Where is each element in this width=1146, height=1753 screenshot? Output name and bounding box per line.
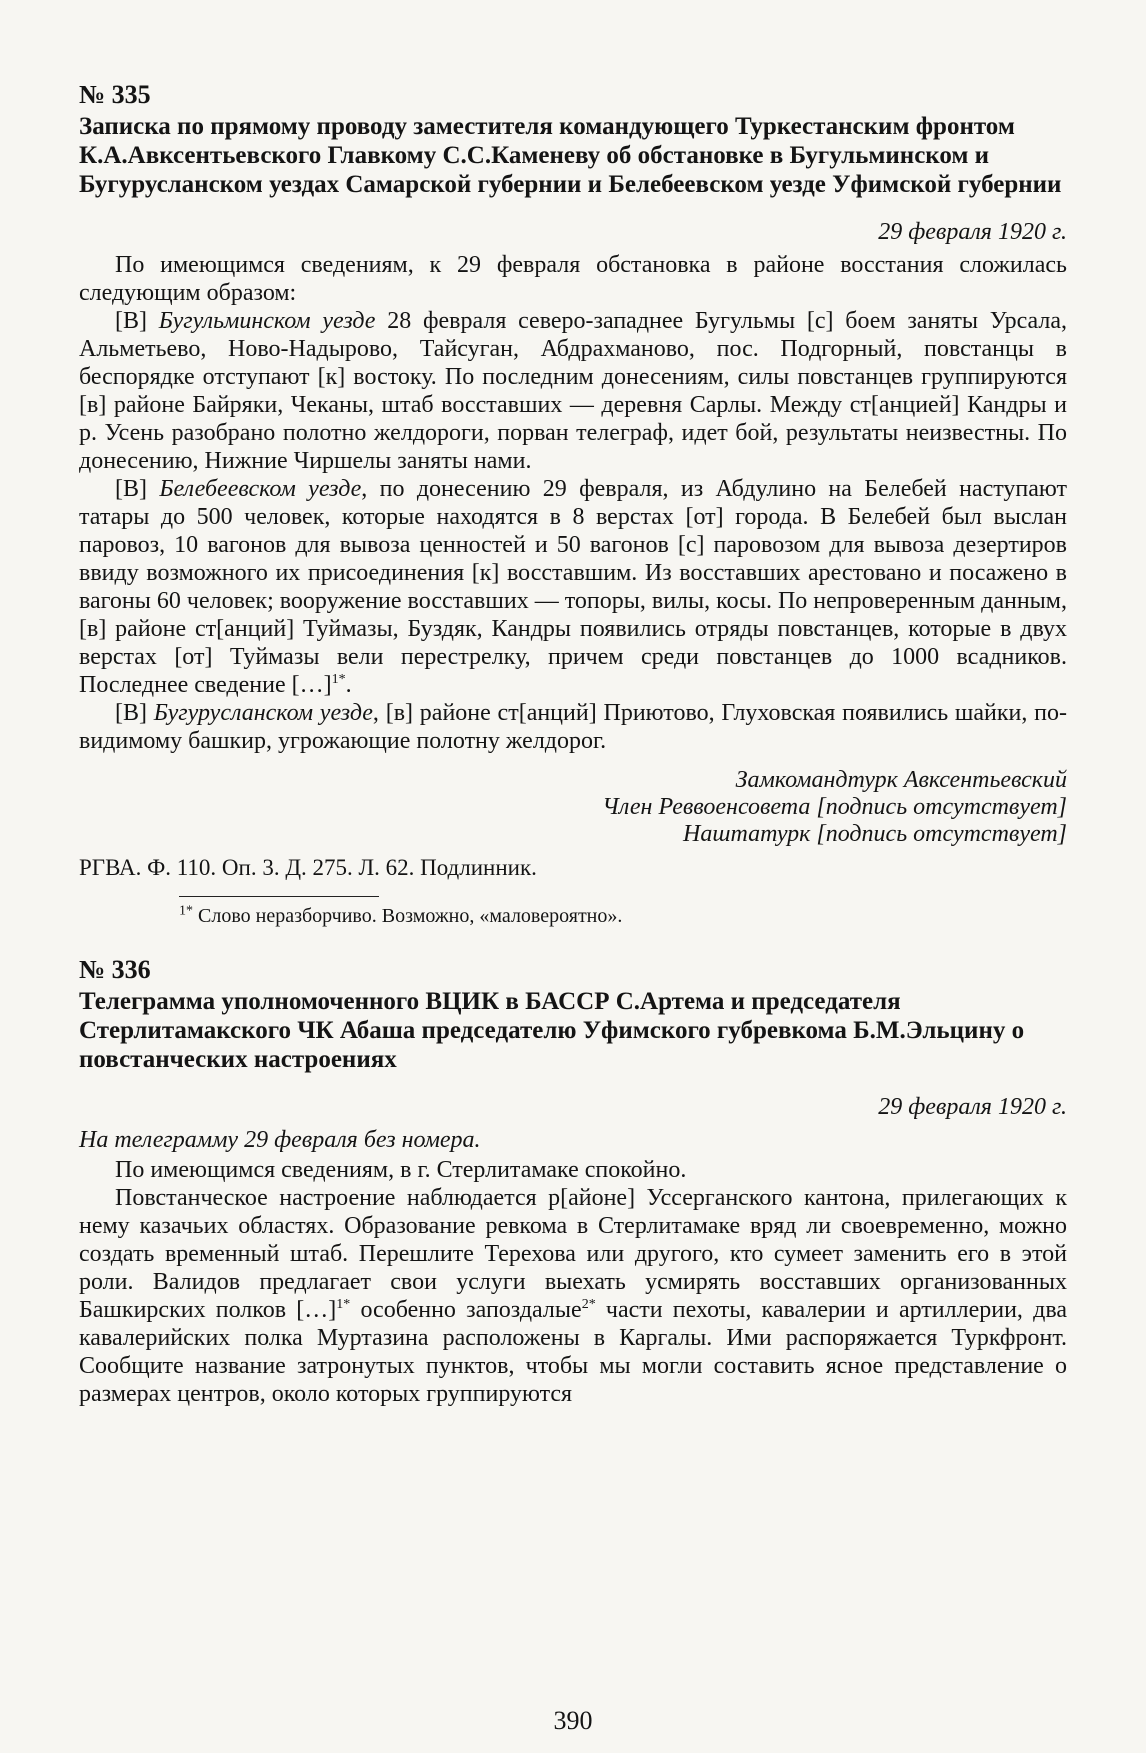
- paragraph: [79, 1156, 1067, 1184]
- paragraph-text: Повстанческое настроение наблюдается р[айоне] Уссерганского кантона, прилегающих к нему казачьих областях. Образование ревкома в Стерлитамаке вряд ли своевременно, можно создать временный штаб. Перешлите Терехова или другого, кто сумеет заменить его в этой роли. Валидов предлагает свои услуги выехать усмирять восставших организованных Башкирских полков […]: [79, 1185, 1067, 1323]
- district-name: Белебеевском уезде: [159, 476, 362, 502]
- paragraph-text: [В]: [115, 476, 160, 502]
- signature-line: Член Реввоенсовета [подпись отсутствует]: [602, 794, 1067, 820]
- page-number: 390: [553, 1706, 593, 1735]
- footnote-ref: 1*: [336, 1297, 351, 1312]
- archive-source: РГВА. Ф. 110. Оп. 3. Д. 275. Л. 62. Подлинник.: [79, 855, 537, 880]
- page-content: [79, 80, 1067, 1408]
- document-title: Записка по прямому проводу заместителя командующего Туркестанским фронтом К.А.Авксентьевского Главкому С.С.Каменеву об обстановке в Бугульминском и Бугурусланском уездах Самарской губернии и Белебеевском уезде Уфимской губернии: [79, 113, 1062, 198]
- paragraph: [79, 307, 1067, 475]
- signature-line: Замкомандтурк Авксентьевский: [735, 767, 1067, 793]
- paragraph: [79, 251, 1067, 307]
- paragraph: [79, 475, 1067, 699]
- paragraph-text: По имеющимся сведениям, в г. Стерлитамаке спокойно.: [115, 1157, 687, 1183]
- document-note: На телеграмму 29 февраля без номера.: [79, 1127, 481, 1153]
- paragraph-text: , по донесению 29 февраля, из Абдулино на Белебей наступают татары до 500 человек, которые находятся в 8 верстах [от] города. В Белебей был выслан паровоз, 10 вагонов для вывоза ценностей и 50 вагонов [с] паровозом для вывоза дезертиров ввиду возможного их присоединения [к] восставшим. Из восставших арестовано и посажено в вагоны 60 человек; вооружение восставших — топоры, вилы, косы. По непроверенным данным, [в] районе ст[анций] Туймазы, Буздяк, Кандры появились отряды повстанцев, которые в двух верстах [от] Туймазы вели перестрелку, причем среди повстанцев до 1000 всадников. Последнее сведение […]: [79, 476, 1068, 698]
- paragraph-text: [В]: [115, 308, 159, 334]
- paragraph-text: особенно запоздалые: [350, 1297, 582, 1323]
- document-date: 29 февраля 1920 г.: [878, 219, 1067, 245]
- footnote-ref: 1*: [331, 672, 346, 687]
- document-336: [79, 955, 1067, 1408]
- paragraph-text: 28 февраля северо-западнее Бугульмы [с] боем заняты Урсала, Альметьево, Ново-Надырово, Тайсуган, Абдрахманово, пос. Подгорный, повстанцы в беспорядке отступают [к] востоку. По последним донесениям, силы повстанцев группируются [в] районе Байряки, Чеканы, штаб восставших — деревня Сарлы. Между ст[анцией] Кандры и р. Усень разобрано полотно желдороги, порван телеграф, идет бой, результаты неизвестны. По донесению, Нижние Чиршелы заняты нами.: [79, 308, 1068, 474]
- district-name: Бугульминском уезде: [158, 308, 376, 334]
- paragraph-text: По имеющимся сведениям, к 29 февраля обстановка в районе восстания сложилась следующим образом:: [79, 252, 1067, 306]
- paragraph-text: части пехоты, кавалерии и артиллерии, два кавалерийских полка Муртазина расположены в Каргалы. Ими распоряжается Туркфронт. Сообщите название затронутых пунктов, чтобы мы могли составить ясное представление о размерах центров, около которых группируются: [79, 1297, 1067, 1407]
- signatures: [79, 767, 1067, 848]
- footnote-ref: 2*: [581, 1297, 596, 1312]
- document-title: Телеграмма уполномоченного ВЦИК в БАССР С.Артема и председателя Стерлитамакского ЧК Абаша председателю Уфимского губревкома Б.М.Эльцину о повстанческих настроениях: [79, 988, 1025, 1073]
- footnote-mark: 1*: [179, 903, 193, 919]
- document-335: [79, 80, 1067, 929]
- paragraph-text: , [в] районе ст[анций] Приютово, Глуховская появились шайки, по-видимому башкир, угрожающие полотну желдорог.: [79, 700, 1068, 754]
- district-name: Бугурусланском уезде: [153, 700, 373, 726]
- document-number: № 335: [79, 80, 151, 109]
- signature-line: Наштатурк [подпись отсутствует]: [683, 821, 1067, 847]
- paragraph-text: [В]: [115, 700, 154, 726]
- paragraph-text: .: [345, 672, 352, 698]
- paragraph: [79, 1184, 1067, 1408]
- footnote: [179, 903, 1067, 929]
- paragraph: [79, 699, 1067, 755]
- footnote-divider: [179, 896, 379, 897]
- footnote-text: Слово неразборчиво. Возможно, «маловероятно».: [193, 905, 623, 927]
- document-date: 29 февраля 1920 г.: [878, 1094, 1067, 1120]
- document-number: № 336: [79, 955, 151, 984]
